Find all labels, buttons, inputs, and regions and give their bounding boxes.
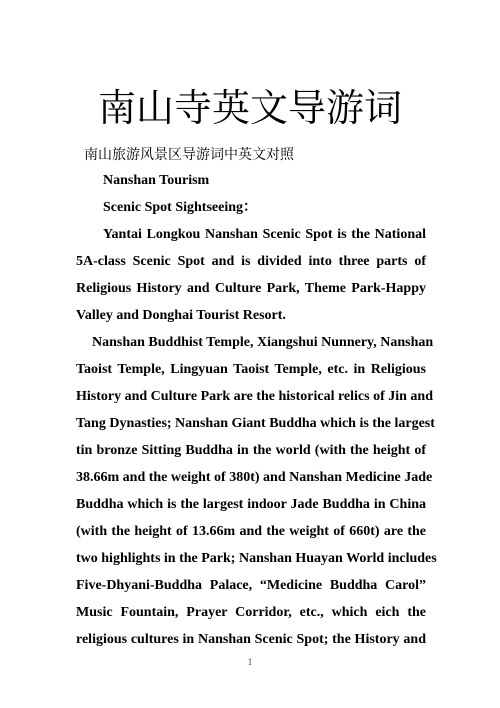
paragraph-line: Tang Dynasties; Nanshan Giant Buddha which is the largest [76, 416, 435, 431]
paragraph-line: two highlights in the Park; Nanshan Huayan World includes [76, 551, 437, 566]
paragraph-line: (with the height of 13.66m and the weight of 660t) are the [76, 524, 426, 539]
paragraph-line: 5A-class Scenic Spot and is divided into three parts of [76, 254, 426, 269]
paragraph-line: religious cultures in Nanshan Scenic Spot; the History and [76, 632, 426, 647]
paragraph-line: Five-Dhyani-Buddha Palace, “Medicine Buddha Carol” [76, 578, 426, 593]
paragraph-line: Religious History and Culture Park, Theme Park-Happy [76, 281, 426, 296]
paragraph-line: Valley and Donghai Tourist Resort. [76, 308, 286, 323]
page-subtitle: 南山旅游风景区导游词中英文对照 [84, 147, 294, 163]
paragraph-line: History and Culture Park are the historical relics of Jin and [76, 389, 433, 404]
heading-tourism: Nanshan Tourism [103, 173, 210, 188]
page-number: 1 [247, 657, 253, 667]
page-title: 南山寺英文导游词 [97, 86, 402, 130]
heading-sightseeing: Scenic Spot Sightseeing： [103, 200, 258, 215]
paragraph-line: Yantai Longkou Nanshan Scenic Spot is the National [103, 227, 426, 242]
paragraph-line: Taoist Temple, Lingyuan Taoist Temple, etc. in Religious [76, 362, 426, 377]
paragraph-line: Nanshan Buddhist Temple, Xiangshui Nunnery, Nanshan [92, 335, 434, 350]
paragraph-line: Music Fountain, Prayer Corridor, etc., which eich the [76, 605, 426, 620]
paragraph-line: tin bronze Sitting Buddha in the world (with the height of [76, 443, 426, 458]
paragraph-line: Buddha which is the largest indoor Jade Buddha in China [76, 497, 426, 512]
paragraph-line: 38.66m and the weight of 380t) and Nanshan Medicine Jade [76, 470, 433, 485]
